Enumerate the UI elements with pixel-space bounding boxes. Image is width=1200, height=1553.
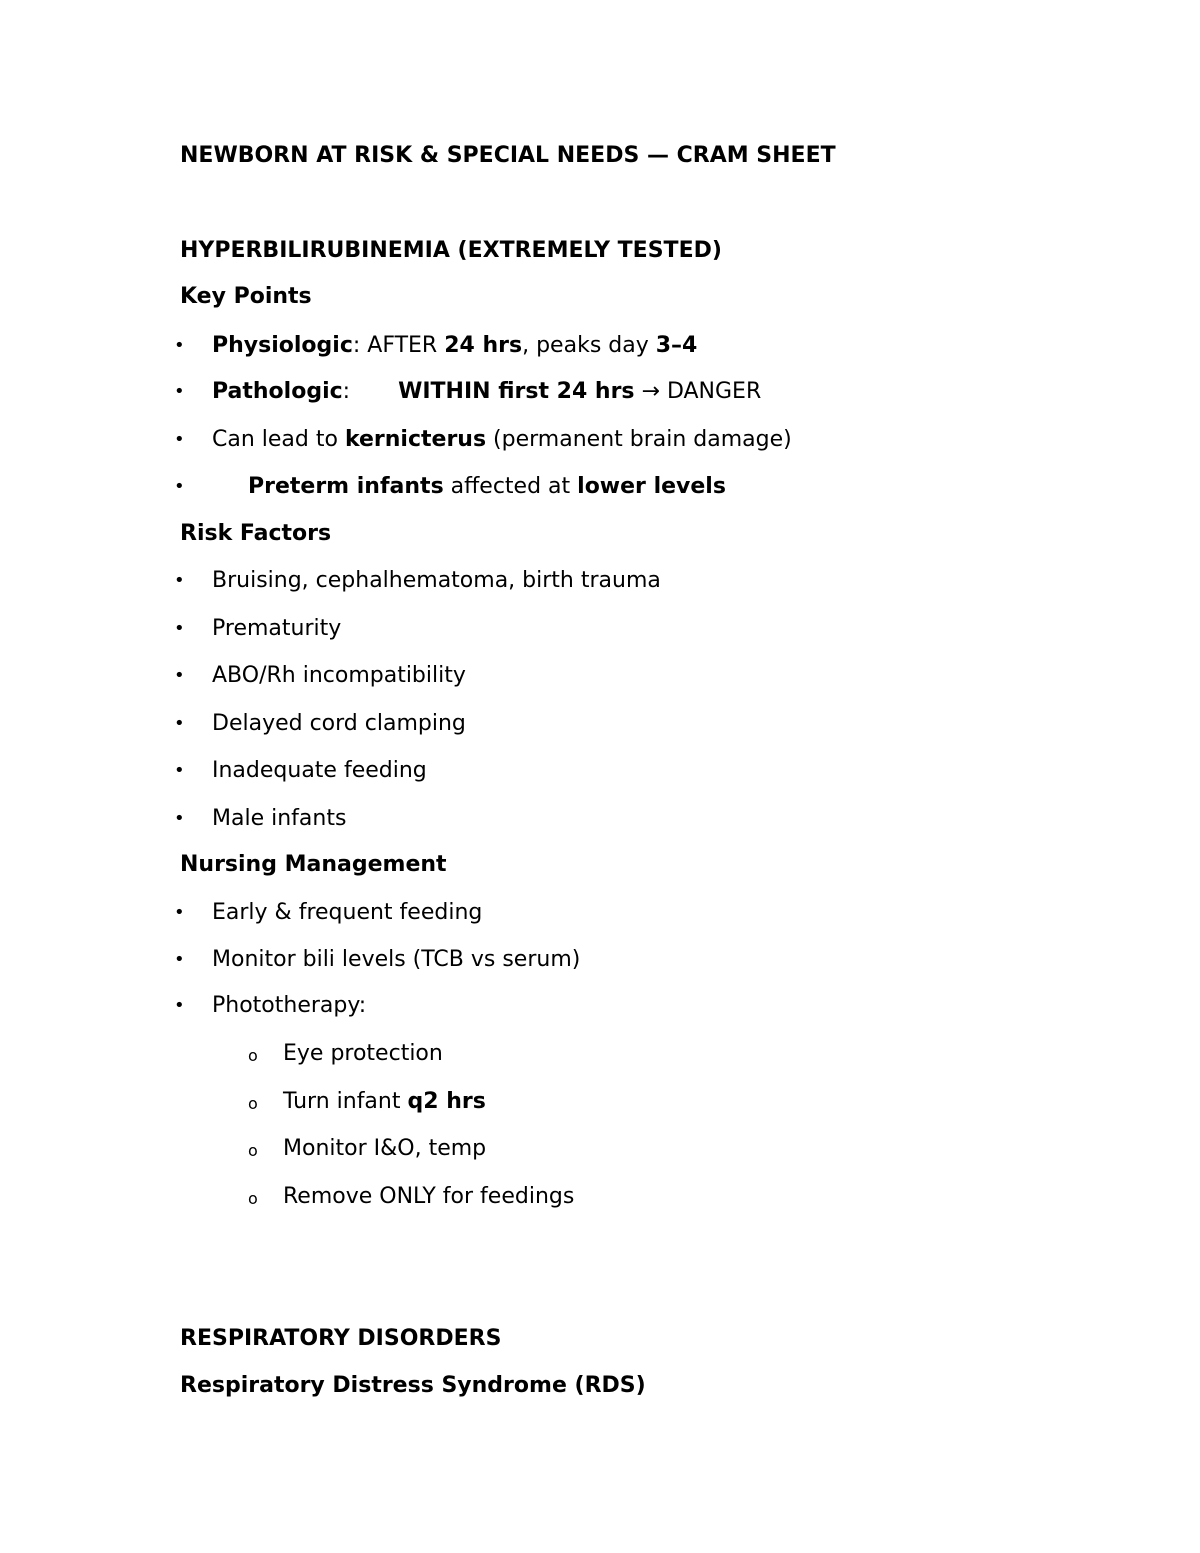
- text: affected at: [443, 474, 578, 499]
- sub-list-item: [283, 1088, 486, 1116]
- sub-bullet-icon: o: [248, 1046, 258, 1065]
- sub-bullet-icon: o: [248, 1141, 258, 1160]
- bullet-icon: •: [174, 429, 185, 450]
- bullet-icon: •: [174, 760, 185, 781]
- bullet-icon: •: [174, 995, 185, 1016]
- subheading-rds: Respiratory Distress Syndrome (RDS): [180, 1373, 646, 1398]
- sub-bullet-icon: o: [248, 1189, 258, 1208]
- emphasis: q2 hrs: [407, 1089, 486, 1114]
- list-item-kernicterus: [212, 426, 792, 454]
- bullet-icon: •: [174, 665, 185, 686]
- emphasis: 24 hrs: [444, 333, 523, 358]
- sub-list-item: Remove ONLY for feedings: [283, 1184, 575, 1209]
- text: Turn infant: [283, 1089, 408, 1114]
- text: , peaks day: [522, 333, 656, 358]
- bullet-icon: •: [174, 381, 185, 402]
- list-item-physiologic: [212, 332, 697, 360]
- text: : AFTER: [352, 333, 445, 358]
- sub-bullet-icon: o: [248, 1094, 258, 1113]
- term-pathologic: Pathologic: [212, 379, 343, 404]
- bullet-icon: •: [174, 476, 185, 497]
- text: → DANGER: [634, 379, 762, 404]
- bullet-icon: •: [174, 713, 185, 734]
- bullet-icon: •: [174, 335, 185, 356]
- list-item: Male infants: [212, 806, 347, 831]
- subheading-risk-factors: Risk Factors: [180, 521, 332, 546]
- sub-list-item: Eye protection: [283, 1041, 443, 1066]
- list-item: Prematurity: [212, 616, 342, 641]
- list-item-pathologic: [212, 378, 761, 406]
- emphasis: 3–4: [655, 333, 698, 358]
- subheading-nursing-management: Nursing Management: [180, 852, 447, 877]
- emphasis: lower levels: [577, 474, 726, 499]
- section-heading-respiratory: RESPIRATORY DISORDERS: [180, 1326, 502, 1351]
- bullet-icon: •: [174, 808, 185, 829]
- list-item: Delayed cord clamping: [212, 711, 466, 736]
- bullet-icon: •: [174, 902, 185, 923]
- list-item: Early & frequent feeding: [212, 900, 483, 925]
- term-physiologic: Physiologic: [212, 333, 353, 358]
- emphasis: WITHIN first 24 hrs: [398, 379, 635, 404]
- bullet-icon: •: [174, 570, 185, 591]
- text: Can lead to: [212, 427, 345, 452]
- list-item: Monitor bili levels (TCB vs serum): [212, 947, 581, 972]
- text: :: [342, 379, 351, 404]
- list-item: Bruising, cephalhematoma, birth trauma: [212, 568, 661, 593]
- section-heading-hyperbilirubinemia: HYPERBILIRUBINEMIA (EXTREMELY TESTED): [180, 238, 722, 263]
- list-item: ABO/Rh incompatibility: [212, 663, 466, 688]
- emphasis: kernicterus: [344, 427, 487, 452]
- emphasis: Preterm infants: [248, 474, 444, 499]
- subheading-key-points: Key Points: [180, 284, 312, 309]
- bullet-icon: •: [174, 618, 185, 639]
- bullet-icon: •: [174, 949, 185, 970]
- list-item-preterm: [212, 473, 726, 501]
- text: (permanent brain damage): [486, 427, 792, 452]
- sub-list-item: Monitor I&O, temp: [283, 1136, 487, 1161]
- list-item: Inadequate feeding: [212, 758, 427, 783]
- document-title: NEWBORN AT RISK & SPECIAL NEEDS — CRAM SHEET: [180, 143, 836, 168]
- list-item: Phototherapy:: [212, 993, 367, 1018]
